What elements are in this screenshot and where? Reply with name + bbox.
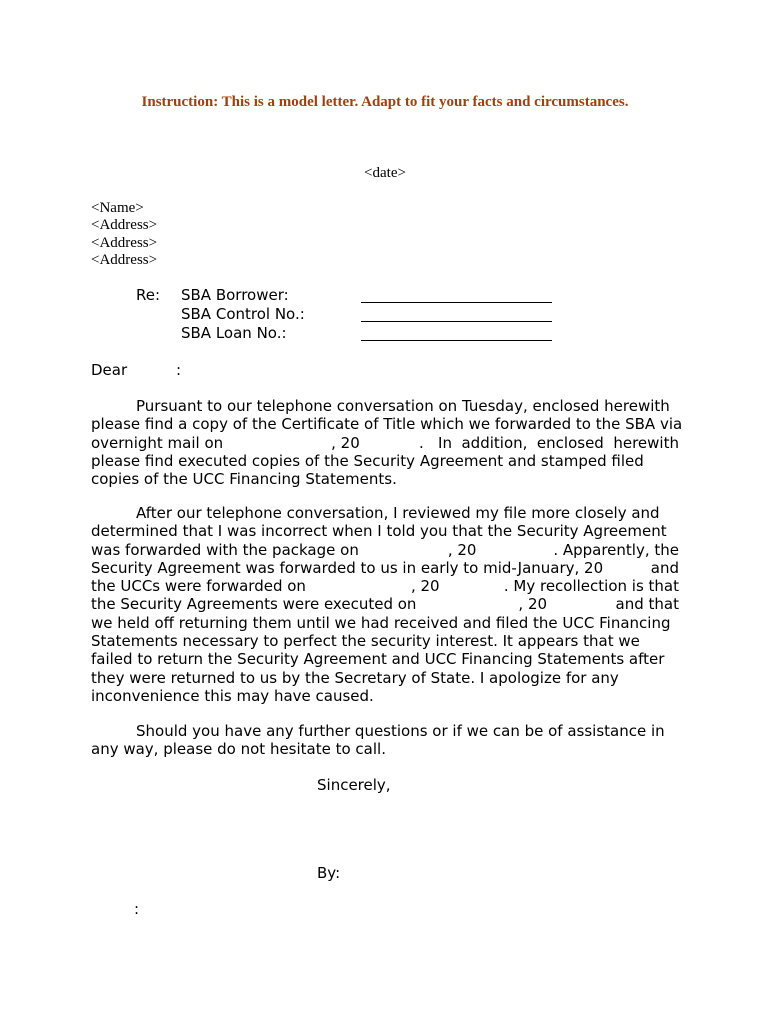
p2-line-8: Statements necessary to perfect the security interest. It appears that we (91, 632, 640, 651)
recipient-name: <Name> (91, 200, 144, 216)
p1-line-5: copies of the UCC Financing Statements. (91, 470, 397, 489)
p2-line-4a: Security Agreement was forwarded to us in early to mid-January, 20 (91, 558, 604, 577)
p1-line-2: please find a copy of the Certificate of Title which we forwarded to the SBA via (91, 415, 683, 434)
p2-line-6c: and that (615, 595, 679, 614)
sba-loan-blank (361, 326, 552, 345)
p2-line-9: failed to return the Security Agreement and UCC Financing Statements after (91, 650, 665, 669)
p1-line-3b: , 20 (331, 433, 360, 452)
paragraph-2 (91, 504, 679, 705)
p2-line-3c: . Apparently, the (553, 540, 679, 559)
p1-line-3a: overnight mail on (91, 433, 224, 452)
p2-line-6b: , 20 (518, 595, 548, 614)
p2-line-3a: was forwarded with the package on (91, 540, 359, 559)
p2-line-5b: , 20 (410, 577, 440, 596)
p1-line-3c: . In addition, enclosed herewith (418, 433, 679, 452)
re-sba-loan-label: SBA Loan No.: (181, 324, 287, 342)
p1-line-4: please find executed copies of the Security Agreement and stamped filed (91, 451, 644, 470)
sba-control-blank (361, 307, 552, 326)
p3-line-1: Should you have any further questions or if we can be of assistance in (136, 722, 665, 740)
instruction-banner: Instruction: This is a model letter. Adapt to fit your facts and circumstances. (141, 94, 629, 110)
p2-line-11: inconvenience this may have caused. (91, 686, 374, 705)
recipient-address-1: <Address> (91, 217, 158, 233)
p2-line-4b: and (650, 558, 679, 577)
salutation-dear: Dear (91, 361, 128, 379)
sba-borrower-blank (361, 288, 552, 307)
p2-line-3b: , 20 (447, 540, 477, 559)
p2-line-10: they were returned to us by the Secretary of State. I apologize for any (91, 668, 619, 687)
p2-line-7: we held off returning them until we had received and filed the UCC Financing (91, 613, 671, 632)
closing-sincerely: Sincerely, (317, 776, 391, 794)
p2-line-1: After our telephone conversation, I reviewed my file more closely and (136, 504, 660, 522)
recipient-address-3: <Address> (91, 252, 158, 268)
p2-line-2: determined that I was incorrect when I told you that the Security Agreement (91, 522, 667, 541)
salutation-colon: : (176, 361, 182, 379)
p3-line-2: any way, please do not hesitate to call. (91, 740, 386, 759)
paragraph-1 (91, 397, 683, 489)
re-label: Re: (136, 286, 161, 304)
footer-colon: : (134, 900, 140, 918)
p2-line-5c: . My recollection is that (503, 577, 679, 596)
recipient-address-2: <Address> (91, 235, 158, 251)
p2-line-5a: the UCCs were forwarded on (91, 577, 306, 596)
re-sba-borrower-label: SBA Borrower: (181, 286, 289, 304)
date-placeholder: <date> (364, 165, 406, 181)
p1-line-1: Pursuant to our telephone conversation on Tuesday, enclosed herewith (136, 397, 670, 415)
by-label: By: (317, 864, 341, 882)
re-sba-control-label: SBA Control No.: (181, 305, 305, 323)
paragraph-3 (91, 722, 679, 759)
p2-line-6a: the Security Agreements were executed on (91, 595, 417, 614)
